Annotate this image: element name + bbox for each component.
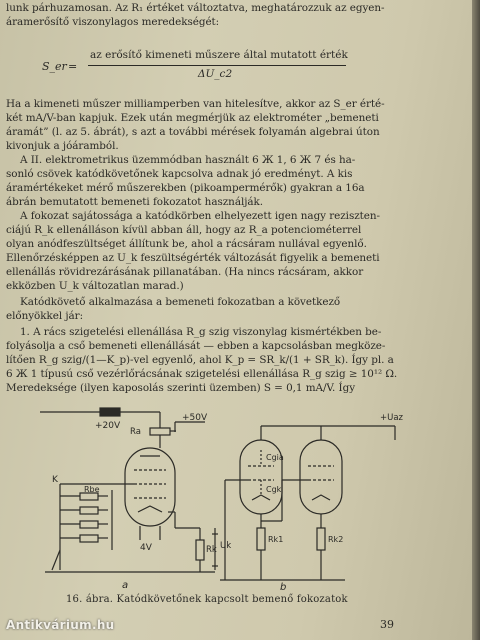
label-cgia: Cgia (266, 453, 284, 462)
label-plus20: +20V (95, 421, 121, 431)
figure-letter-a: a (122, 580, 129, 591)
text-line: 1. A rács szigetelési ellenállása R_g szig viszonylag kismértékben be- (20, 326, 382, 338)
label-cgk: Cgk (266, 485, 282, 494)
text-line: Ellenőrzésképpen az U_k feszültségérték változását figyelik a bemeneti (6, 252, 380, 264)
formula-lhs: S_er (42, 60, 67, 73)
text-line: A II. elektrometrikus üzemmódban használt 6 Ж 1, 6 Ж 7 és ha- (20, 154, 356, 166)
page-edge (472, 0, 480, 640)
label-rk2: Rk2 (328, 535, 344, 544)
text-line: kivonjuk a jóáramból. (6, 140, 119, 152)
page-number: 39 (380, 618, 394, 631)
label-k: K (52, 475, 58, 485)
figure-letter-b: b (280, 582, 287, 593)
text-line: lunk párhuzamosan. Az R₁ értéket változtatva, meghatározzuk az egyen- (6, 2, 385, 14)
text-line: két mA/V-ban kapjuk. Ezek után megmérjük az elektrométer „bemeneti (6, 112, 379, 124)
formula-denominator: ΔU_c2 (197, 68, 233, 80)
text-line: áramértékeket mérő műszerekben (pikoampermérők) gyakran a 16a (6, 182, 365, 194)
label-rk: Rk (206, 545, 217, 555)
text-line: sonló csövek katódkövetőnek kapcsolva adnak jó eredményt. A kis (6, 168, 353, 180)
label-4v: 4V (140, 543, 152, 553)
text-line: A fokozat sajátossága a katódkörben elhelyezett igen nagy reziszten- (20, 210, 380, 222)
figure-caption: 16. ábra. Katódkövetőnek kapcsolt bemenő fokozatok (66, 594, 348, 605)
text-line: lítően R_g szig/(1—K_p)-vel egyenlő, ahol K_p = SR_k/(1 + SR_k). Így pl. a (6, 354, 394, 366)
formula-equals: = (68, 60, 78, 73)
text-line: Ha a kimeneti műszer milliamperben van hitelesítve, akkor az S_er érté- (6, 98, 385, 110)
fraction-bar (88, 65, 346, 66)
text-line: olyan anódfeszültséget állítunk be, ahol a rácsáram nullával egyenlő. (6, 238, 367, 250)
label-rbe: Rbe (84, 485, 100, 494)
label-uk: Uk (220, 541, 232, 551)
label-plus50: +50V (182, 413, 208, 423)
text-line: áramát” (l. az 5. ábrát), s azt a további mérések folyamán algebrai úton (6, 126, 380, 138)
label-rk1: Rk1 (268, 535, 284, 544)
label-uaz: +Uaz (380, 413, 404, 423)
formula-numerator: az erősítő kimeneti műszere által mutatott érték (90, 49, 348, 61)
text-line: Meredeksége (ilyen kaposolás szerinti üzemben) S = 0,1 mA/V. Így (6, 382, 356, 394)
text-line: ekközben U_k változatlan marad.) (6, 280, 184, 292)
text-line: ciájú R_k ellenálláson kívül abban áll, hogy az R_a potenciométerrel (6, 224, 362, 236)
watermark-logo: Antikvárium.hu (6, 618, 115, 632)
text-line: folyásolja a cső bemeneti ellenállását — ebben a kapcsolásban megköze- (6, 340, 386, 352)
text-line: Katódkövető alkalmazása a bemeneti fokozatban a következő (20, 296, 341, 308)
circuit-diagram (0, 400, 472, 595)
text-line: előnyökkel jár: (6, 310, 84, 322)
text-line: ábrán bemutatott bemeneti fokozatot használják. (6, 196, 264, 208)
label-ra: Ra (130, 427, 141, 437)
text-line: áramerősítő viszonylagos meredekségét: (6, 16, 220, 28)
text-line: ellenállás rövidrezárásának pillanatában. (Ha nincs rácsáram, akkor (6, 266, 364, 278)
text-line: 6 Ж 1 típusú cső vezérlőrácsának szigetelési ellenállása R_g szig ≥ 10¹² Ω. (6, 368, 398, 380)
